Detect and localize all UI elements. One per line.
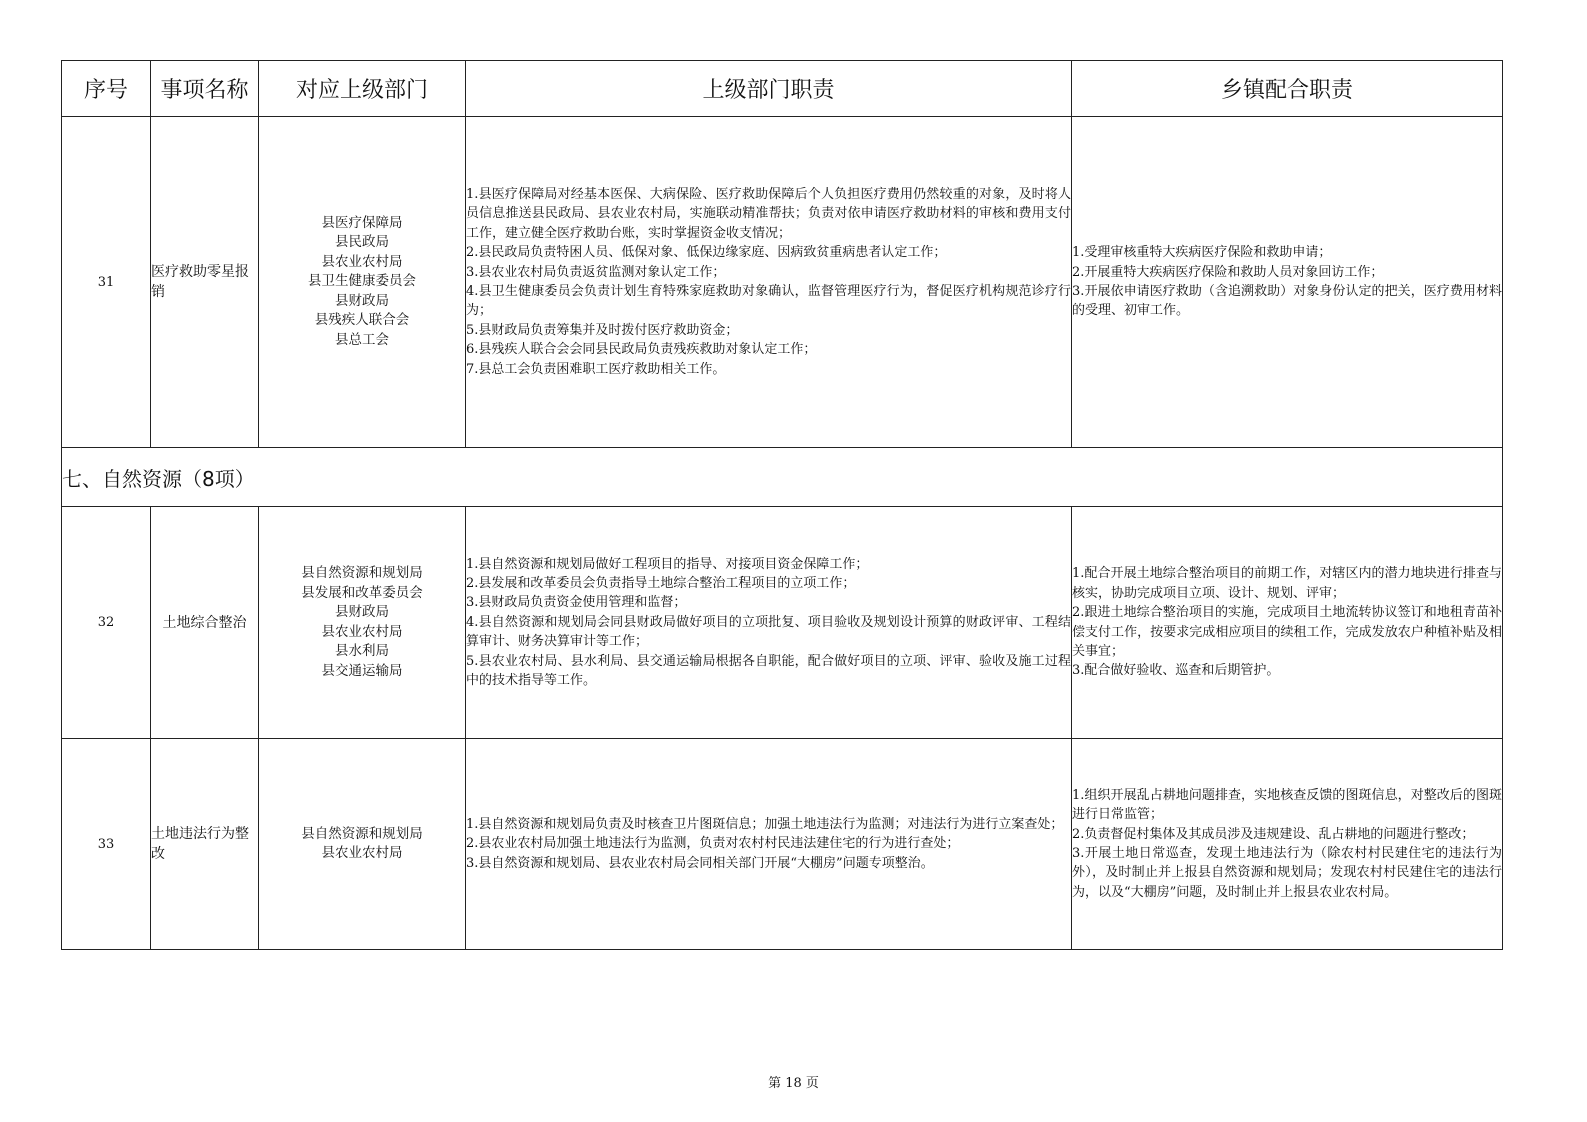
duty-item: 1.县医疗保障局对经基本医保、大病保险、医疗救助保障后个人负担医疗费用仍然较重的对象，及时将人员信息推送县民政局、县农业农村局，实施联动精准帮扶；负责对依申请医疗救助材料的审核和费用支付工作，建立健全医疗救助台账，实时掌握资金收支情况； xyxy=(466,186,1071,241)
row-number: 32 xyxy=(62,507,151,739)
town-duty-list xyxy=(1072,739,1503,950)
town-item: 2.跟进土地综合整治项目的实施，完成项目土地流转协议签订和地租青苗补偿支付工作，按要求完成相应项目的续租工作，完成发放农户种植补贴及相关事宜； xyxy=(1072,605,1502,659)
responsibility-table xyxy=(61,60,1503,950)
row-number: 31 xyxy=(62,117,151,448)
upper-duty-list xyxy=(466,739,1072,950)
upper-duty-list xyxy=(466,507,1072,739)
duty-item: 6.县残疾人联合会会同县民政局负责残疾救助对象认定工作； xyxy=(466,342,817,358)
header-row xyxy=(62,61,1503,117)
town-item: 2.开展重特大疾病医疗保险和救助人员对象回访工作； xyxy=(1072,264,1384,280)
dept-item: 县农业农村局 xyxy=(321,253,403,270)
dept-item: 县卫生健康委员会 xyxy=(308,273,416,290)
table-row xyxy=(62,739,1503,950)
row-number: 33 xyxy=(62,739,151,950)
duty-item: 2.县农业农村局加强土地违法行为监测，负责对农村村民违法建住宅的行为进行查处； xyxy=(466,836,960,852)
duty-item: 1.县自然资源和规划局做好工程项目的指导、对接项目资金保障工作； xyxy=(466,556,869,572)
section-row xyxy=(62,448,1503,507)
duty-item: 3.县农业农村局负责返贫监测对象认定工作； xyxy=(466,264,726,280)
dept-item: 县总工会 xyxy=(335,331,389,348)
duty-item: 2.县发展和改革委员会负责指导土地综合整治工程项目的立项工作； xyxy=(466,575,856,591)
dept-item: 县财政局 xyxy=(335,292,389,309)
town-item: 1.受理审核重特大疾病医疗保险和救助申请； xyxy=(1072,245,1332,261)
dept-item: 县医疗保障局 xyxy=(321,214,403,231)
town-item: 1.配合开展土地综合整治项目的前期工作，对辖区内的潜力地块进行排查与核实，协助完成项目立项、设计、规划、评审； xyxy=(1072,566,1502,601)
dept-item: 县发展和改革委员会 xyxy=(301,584,423,601)
duty-item: 1.县自然资源和规划局负责及时核查卫片图斑信息；加强土地违法行为监测；对违法行为进行立案查处； xyxy=(466,816,1064,832)
dept-item: 县交通运输局 xyxy=(321,662,403,679)
item-name: 医疗救助零星报销 xyxy=(151,117,259,448)
dept-item: 县水利局 xyxy=(335,643,389,659)
dept-item: 县农业农村局 xyxy=(321,623,403,640)
header-dept: 对应上级部门 xyxy=(259,61,466,117)
item-name: 土地违法行为整改 xyxy=(151,739,259,950)
header-name: 事项名称 xyxy=(151,61,259,117)
duty-item: 2.县民政局负责特困人员、低保对象、低保边缘家庭、因病致贫重病患者认定工作； xyxy=(466,245,947,261)
dept-item: 县自然资源和规划局 xyxy=(301,825,423,842)
town-item: 3.开展依申请医疗救助（含追溯救助）对象身份认定的把关，医疗费用材料的受理、初审工作。 xyxy=(1072,284,1502,319)
town-item: 2.负责督促村集体及其成员涉及违规建设、乱占耕地的问题进行整改； xyxy=(1072,826,1475,842)
dept-list xyxy=(259,739,466,950)
upper-duty-list xyxy=(466,117,1072,448)
dept-item: 县财政局 xyxy=(335,604,389,620)
item-name: 土地综合整治 xyxy=(151,507,259,739)
duty-item: 5.县财政局负责筹集并及时拨付医疗救助资金； xyxy=(466,322,739,338)
dept-item: 县农业农村局 xyxy=(321,845,403,861)
section-title: 七、自然资源（8项） xyxy=(62,448,1503,507)
dept-item: 县民政局 xyxy=(335,234,389,251)
duty-item: 7.县总工会负责困难职工医疗救助相关工作。 xyxy=(466,361,726,377)
dept-item: 县残疾人联合会 xyxy=(314,312,410,329)
header-town: 乡镇配合职责 xyxy=(1072,61,1503,117)
duty-item: 3.县财政局负责资金使用管理和监督； xyxy=(466,595,687,611)
town-item: 1.组织开展乱占耕地问题排查，实地核查反馈的图斑信息，对整改后的图斑进行日常监管； xyxy=(1072,787,1502,823)
header-duty: 上级部门职责 xyxy=(466,61,1072,117)
town-duty-list xyxy=(1072,507,1503,739)
dept-list xyxy=(259,507,466,739)
town-item: 3.配合做好验收、巡查和后期管护。 xyxy=(1072,663,1280,679)
dept-item: 县自然资源和规划局 xyxy=(301,565,423,581)
dept-list xyxy=(259,117,466,448)
header-no: 序号 xyxy=(62,61,151,117)
page-number: 第 18 页 xyxy=(768,1076,819,1091)
table-row xyxy=(62,117,1503,448)
duty-item: 5.县农业农村局、县水利局、县交通运输局根据各自职能，配合做好项目的立项、评审、验收及施工过程中的技术指导等工作。 xyxy=(466,653,1071,689)
duty-item: 3.县自然资源和规划局、县农业农村局会同相关部门开展“大棚房”问题专项整治。 xyxy=(466,855,934,871)
duty-item: 4.县自然资源和规划局会同县财政局做好项目的立项批复、项目验收及规划设计预算的财政评审、工程结算审计、财务决算审计等工作； xyxy=(466,614,1071,650)
duty-item: 4.县卫生健康委员会负责计划生育特殊家庭救助对象确认，监督管理医疗行为，督促医疗机构规范诊疗行为； xyxy=(466,284,1071,319)
town-item: 3.开展土地日常巡查，发现土地违法行为（除农村村民建住宅的违法行为外），及时制止并上报县自然资源和规划局；发现农村村民建住宅的违法行为，以及“大棚房”问题，及时制止并上报县农业农村局。 xyxy=(1072,846,1502,900)
table-row xyxy=(62,507,1503,739)
town-duty-list xyxy=(1072,117,1503,448)
